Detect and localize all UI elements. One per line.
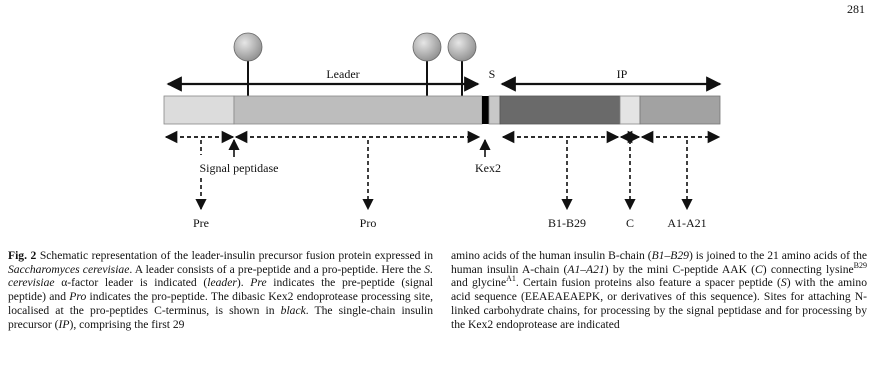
caption-italic-run: S [780, 276, 787, 290]
glycosylation-site-icon [234, 33, 262, 96]
figure-caption-left-column [8, 249, 433, 331]
caption-run: indicates the pro-peptide. The dibasic Kex2 endoprotease processing site, localised at the pro-peptides C-terminus, is shown in [8, 290, 433, 317]
caption-run: ) by the mini C-peptide AAK ( [604, 262, 756, 276]
ip-label: IP [616, 67, 628, 81]
caption-italic-run: C [755, 262, 763, 276]
caption-superscript: B29 [853, 260, 867, 270]
c-peptide-segment [620, 96, 640, 124]
b-chain-segment [500, 96, 620, 124]
pre-segment [164, 96, 234, 124]
caption-run: . The single-chain insulin precursor ( [8, 303, 434, 331]
caption-run: Schematic representation of the leader-insulin precursor fusion protein expressed in [36, 249, 433, 262]
c-peptide-label: C [625, 216, 635, 230]
figure-caption-right-column [451, 249, 867, 331]
caption-run: α-factor leader is indicated ( [54, 276, 208, 290]
pro-segment [234, 96, 482, 124]
caption-run: amino acids of the human insulin B-chain ( [451, 249, 652, 262]
caption-run: ) with the amino acid sequence (EEAEAEAEPK, or derivatives of this sequence). Sites for attaching N-linked carbohydrate chains, for processing by the signal peptidase and for processing by the Kex2 endoprotease are indicated [451, 276, 867, 331]
figure-label: Fig. 2 [8, 249, 37, 262]
caption-run: . A leader consists of a pre-peptide and a pro-peptide. Here the [129, 262, 425, 276]
kex2-site-segment [482, 96, 489, 124]
caption-text [8, 249, 433, 331]
caption-run: ), comprising the first 29 [69, 317, 185, 331]
caption-run: ) connecting lysine [762, 262, 854, 276]
caption-italic-run: A1–A21 [567, 262, 605, 276]
caption-italic-run: Pro [69, 290, 87, 304]
pre-label: Pre [193, 216, 209, 230]
spacer-label: S [488, 67, 496, 81]
page-number: 281 [847, 2, 865, 16]
a-chain-segment [640, 96, 720, 124]
caption-run: . Certain fusion proteins also feature a spacer peptide ( [515, 276, 781, 290]
caption-italic-run: S. cerevisiae [8, 262, 433, 290]
signal-peptidase-label: Signal peptidase [199, 161, 279, 175]
caption-italic-run: leader [207, 276, 237, 290]
leader-label: Leader [326, 67, 360, 81]
caption-italic-run: IP [58, 317, 70, 331]
pro-label: Pro [359, 216, 377, 230]
caption-italic-run: Saccharomyces cerevisiae [8, 262, 130, 276]
caption-run: indicates the pre-peptide (signal peptide) and [8, 276, 433, 304]
caption-italic-run: black [280, 303, 306, 317]
caption-italic-run: B1–B29 [651, 249, 689, 262]
caption-superscript: A1 [506, 274, 516, 284]
kex2-label: Kex2 [475, 161, 501, 175]
a-chain-label: A1-A21 [667, 216, 707, 230]
caption-italic-run: Pre [250, 276, 267, 290]
caption-text [451, 249, 867, 331]
glycosylation-site-icon [448, 33, 476, 96]
glycosylation-site-icon [413, 33, 441, 96]
spacer-segment [489, 96, 500, 124]
caption-run: ). [236, 276, 251, 290]
caption-run: and glycine [451, 276, 507, 290]
caption-run: ) is joined to the 21 amino acids of the human insulin A-chain ( [451, 249, 868, 276]
b-chain-label: B1-B29 [547, 216, 587, 230]
